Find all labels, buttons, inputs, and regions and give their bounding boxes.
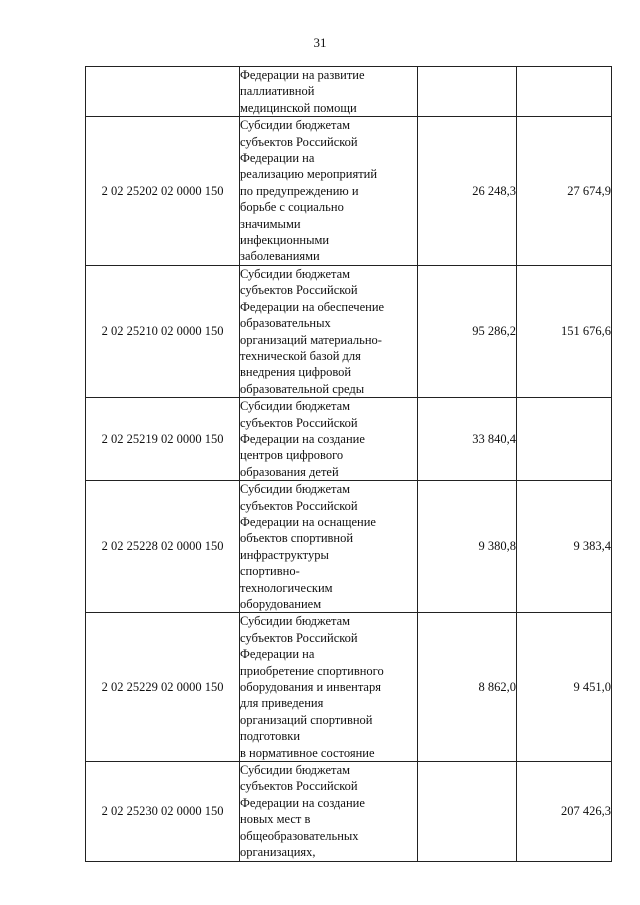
amount-year-1-cell: 26 248,3 (418, 117, 517, 266)
description-line: субъектов Российской (240, 415, 358, 430)
description-line: субъектов Российской (240, 630, 358, 645)
budget-code-cell (86, 67, 240, 117)
description-line: субъектов Российской (240, 498, 358, 513)
description-line: объектов спортивной (240, 531, 354, 546)
description-line: образования детей (240, 464, 339, 479)
description-line: спортивно- (240, 564, 300, 579)
description-line: Субсидии бюджетам (240, 482, 351, 497)
description-line: образовательных (240, 316, 331, 331)
description-line: реализацию мероприятий (240, 167, 378, 182)
table-body (86, 67, 612, 862)
description-line: по предупреждению и (240, 183, 359, 198)
amount-year-2-cell: 207 426,3 (517, 762, 612, 861)
description-line: Федерации на развитие (240, 68, 365, 82)
description-line: центров цифрового (240, 448, 344, 463)
description-line: оборудования и инвентаря (240, 680, 381, 695)
description-cell (240, 67, 418, 117)
page-number: 31 (313, 35, 327, 50)
amount-year-2-cell: 9 383,4 (517, 481, 612, 613)
description-line: Субсидии бюджетам (240, 118, 351, 133)
table-row (86, 117, 612, 266)
amount-year-2-cell: 151 676,6 (517, 265, 612, 397)
description-cell (240, 762, 418, 861)
amount-year-2-cell (517, 67, 612, 117)
budget-code-cell: 2 02 25228 02 0000 150 (86, 481, 240, 613)
description-line: новых мест в (240, 812, 311, 827)
description-line: Субсидии бюджетам (240, 763, 351, 778)
budget-code-cell: 2 02 25230 02 0000 150 (86, 762, 240, 861)
description-line: для приведения (240, 696, 324, 711)
description-line: организаций материально- (240, 332, 382, 347)
description-line: организациях, (240, 845, 316, 860)
budget-code-cell: 2 02 25219 02 0000 150 (86, 398, 240, 481)
description-line: Субсидии бюджетам (240, 399, 351, 414)
amount-year-2-cell (517, 398, 612, 481)
amount-year-1-cell: 8 862,0 (418, 613, 517, 762)
description-cell (240, 117, 418, 266)
description-line: образовательной среды (240, 381, 365, 396)
description-line: заболеваниями (240, 249, 320, 264)
description-line: инфекционными (240, 233, 330, 248)
amount-year-2-cell: 27 674,9 (517, 117, 612, 266)
table-row (86, 762, 612, 861)
description-line: паллиативной (240, 84, 315, 99)
table-row (86, 67, 612, 117)
table-row (86, 265, 612, 397)
amount-year-1-cell: 9 380,8 (418, 481, 517, 613)
description-line: Федерации на создание (240, 795, 365, 810)
budget-table (85, 66, 612, 862)
description-line: общеобразовательных (240, 828, 359, 843)
table-row (86, 398, 612, 481)
amount-year-1-cell (418, 762, 517, 861)
description-line: внедрения цифровой (240, 365, 352, 380)
description-line: субъектов Российской (240, 779, 358, 794)
description-cell (240, 613, 418, 762)
budget-code-cell: 2 02 25202 02 0000 150 (86, 117, 240, 266)
table-row (86, 481, 612, 613)
description-line: в нормативное состояние (240, 745, 375, 760)
description-line: субъектов Российской (240, 134, 358, 149)
description-line: Федерации на обеспечение (240, 299, 385, 314)
table-row (86, 613, 612, 762)
description-line: медицинской помощи (240, 100, 357, 115)
amount-year-1-cell: 33 840,4 (418, 398, 517, 481)
description-cell (240, 481, 418, 613)
amount-year-2-cell: 9 451,0 (517, 613, 612, 762)
description-line: оборудованием (240, 597, 322, 611)
description-line: Федерации на (240, 647, 315, 662)
description-line: значимыми (240, 216, 301, 231)
description-line: Федерации на оснащение (240, 514, 376, 529)
budget-code-cell: 2 02 25229 02 0000 150 (86, 613, 240, 762)
description-line: приобретение спортивного (240, 663, 384, 678)
budget-code-cell: 2 02 25210 02 0000 150 (86, 265, 240, 397)
description-line: организаций спортивной (240, 712, 373, 727)
description-cell (240, 265, 418, 397)
description-line: борьбе с социально (240, 200, 344, 215)
amount-year-1-cell: 95 286,2 (418, 265, 517, 397)
description-line: Федерации на создание (240, 431, 365, 446)
description-line: подготовки (240, 729, 301, 744)
description-line: технической базой для (240, 348, 361, 363)
description-line: Субсидии бюджетам (240, 266, 351, 281)
description-line: Субсидии бюджетам (240, 614, 351, 629)
amount-year-1-cell (418, 67, 517, 117)
description-line: субъектов Российской (240, 283, 358, 298)
description-line: инфраструктуры (240, 547, 329, 562)
description-cell (240, 398, 418, 481)
description-line: Федерации на (240, 151, 315, 166)
description-line: технологическим (240, 580, 333, 595)
